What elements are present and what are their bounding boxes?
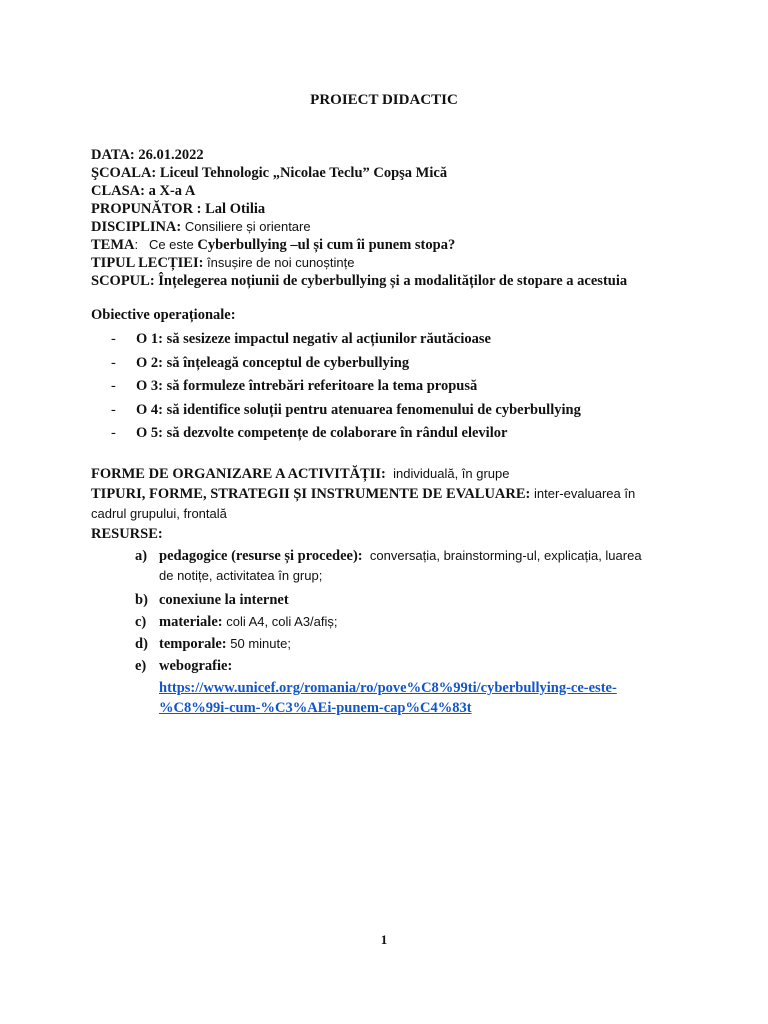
resources-list xyxy=(91,546,691,718)
list-item: - O 3: să formuleze întrebări referitoare la tema propusă xyxy=(111,378,478,394)
page-number: 1 xyxy=(380,932,388,947)
class-line: CLASA: a X-a A xyxy=(91,183,196,199)
list-item: c) materiale: coli A4, coli A3/afiș; xyxy=(135,614,338,630)
header-info xyxy=(91,146,691,290)
list-item: - O 5: să dezvolte competențe de colaborare în rândul elevilor xyxy=(111,425,508,441)
document-title: PROIECT DIDACTIC xyxy=(310,92,458,108)
school-line: ŞCOALA: Liceul Tehnologic „Nicolae Teclu” Copşa Mică xyxy=(91,165,448,181)
evaluation-line: TIPURI, FORME, STRATEGII ȘI INSTRUMENTE DE EVALUARE: inter-evaluarea în xyxy=(91,486,636,502)
objectives-section xyxy=(91,306,691,446)
theme-line: TEMA: Ce este Cyberbullying –ul și cum îi punem stopa? xyxy=(91,237,456,253)
organization-section xyxy=(91,464,691,544)
forms-line: FORME DE ORGANIZARE A ACTIVITĂȚII: individuală, în grupe xyxy=(91,466,510,482)
list-item: - O 1: să sesizeze impactul negativ al acțiunilor răutăcioase xyxy=(111,331,491,347)
list-item: a) pedagogice (resurse și procedee): conversația, brainstorming-ul, explicația, luarea de notițe, activitatea în grup; xyxy=(135,548,642,583)
author-line: PROPUNĂTOR : Lal Otilia xyxy=(91,201,266,217)
list-item: d) temporale: 50 minute; xyxy=(135,636,291,652)
discipline-line: DISCIPLINA: Consiliere și orientare xyxy=(91,219,311,235)
evaluation-line-cont: cadrul grupului, frontală xyxy=(91,506,227,521)
lesson-type-line: TIPUL LECȚIEI: însușire de noi cunoștințe xyxy=(91,255,355,271)
resources-heading: RESURSE: xyxy=(91,526,163,542)
webography-link[interactable]: https://www.unicef.org/romania/ro/pove%C8%99ti/cyberbullying-ce-este- %C8%99i-cum-%C3%AEi-punem-cap%C4%83t xyxy=(159,680,617,716)
list-item: b) conexiune la internet xyxy=(135,592,289,608)
list-item: - O 2: să înțeleagă conceptul de cyberbullying xyxy=(111,354,410,371)
objectives-heading: Obiective operaționale: xyxy=(91,307,236,323)
list-item: - O 4: să identifice soluții pentru atenuarea fenomenului de cyberbullying xyxy=(111,401,581,418)
date-line: DATA: 26.01.2022 xyxy=(91,147,204,163)
list-item: e) webografie: xyxy=(135,658,233,674)
scope-line: SCOPUL: Înțelegerea noțiunii de cyberbullying și a modalităților de stopare a acestuia xyxy=(91,273,628,289)
